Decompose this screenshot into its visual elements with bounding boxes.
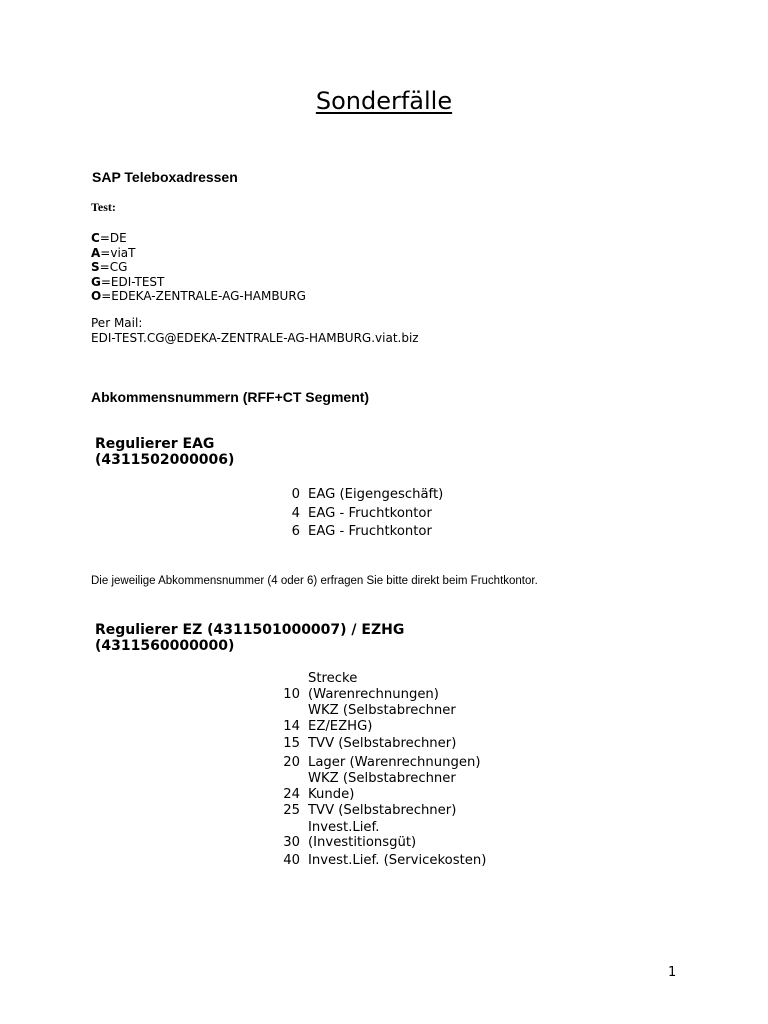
x400-row-o — [91, 289, 306, 304]
code-row — [270, 853, 508, 869]
x400-key: S — [91, 260, 100, 274]
eag-code-list — [270, 487, 508, 540]
code-number: 30 — [283, 835, 300, 850]
eag-heading-line2: (4311502000006) — [95, 452, 235, 468]
x400-row-a — [91, 246, 306, 261]
code-text: EAG - Fruchtkontor — [308, 524, 432, 539]
page-number: 1 — [668, 965, 677, 980]
code-number: 40 — [283, 852, 300, 868]
x400-key: G — [91, 274, 101, 289]
code-text: EAG - Fruchtkontor — [308, 505, 432, 521]
eag-heading — [95, 436, 234, 468]
ez-heading-line2: (4311560000000) — [95, 638, 235, 654]
ez-heading-line1: Regulierer EZ (4311501000007) / EZHG — [95, 622, 405, 638]
x400-value: =DE — [99, 231, 127, 245]
x400-row-s — [91, 260, 306, 275]
code-number: 24 — [283, 786, 300, 802]
code-text: Invest.Lief. (Servicekosten) — [308, 852, 487, 868]
code-text: TVV (Selbstabrechner) — [308, 803, 457, 818]
code-row — [270, 671, 508, 702]
x400-value: =EDI-TEST — [100, 274, 165, 289]
x400-key: A — [91, 245, 101, 260]
code-row — [270, 771, 508, 802]
mail-label: Per Mail: — [91, 316, 143, 330]
ez-code-list — [270, 671, 508, 868]
page-title: Sonderfälle — [315, 87, 453, 115]
x400-value: =EDEKA-ZENTRALE-AG-HAMBURG — [101, 289, 306, 303]
mail-address: EDI-TEST.CG@EDEKA-ZENTRALE-AG-HAMBURG.viat.biz — [91, 331, 419, 345]
code-row — [270, 506, 508, 522]
x400-row-c — [91, 231, 306, 246]
ez-heading — [95, 622, 404, 654]
code-row — [270, 487, 508, 503]
x400-row-g — [91, 275, 306, 290]
x400-key: O — [91, 289, 102, 303]
code-row — [270, 755, 508, 771]
code-text: Lager (Warenrechnungen) — [308, 754, 481, 770]
code-number: 15 — [283, 736, 300, 751]
sap-section-heading: SAP Teleboxadressen — [92, 169, 238, 185]
code-text: Strecke (Warenrechnungen) — [308, 671, 439, 702]
code-row — [270, 803, 508, 819]
code-text: WKZ (Selbstabrechner EZ/EZHG) — [308, 703, 456, 734]
code-number: 10 — [283, 686, 300, 702]
mail-block — [91, 316, 419, 346]
code-row — [270, 524, 508, 540]
x400-key: C — [91, 231, 100, 245]
code-row — [270, 703, 508, 734]
x400-value: =viaT — [100, 245, 136, 260]
code-number: 14 — [283, 718, 300, 734]
code-number: 6 — [291, 524, 300, 539]
eag-heading-line1: Regulierer EAG — [95, 436, 215, 452]
code-number: 20 — [283, 754, 300, 770]
code-text: Invest.Lief. (Investitionsgüt) — [308, 819, 417, 850]
x400-address-list — [91, 231, 306, 304]
code-text: EAG (Eigengeschäft) — [308, 487, 444, 502]
test-label: Test: — [91, 200, 116, 214]
x400-value: =CG — [99, 260, 128, 274]
code-row — [270, 736, 508, 752]
code-row — [270, 820, 508, 851]
code-number: 4 — [291, 505, 300, 521]
code-number: 0 — [291, 487, 300, 502]
code-text: TVV (Selbstabrechner) — [308, 736, 457, 751]
agreement-note: Die jeweilige Abkommensnummer (4 oder 6) erfragen Sie bitte direkt beim Fruchtkontor. — [91, 575, 538, 587]
code-number: 25 — [283, 803, 300, 818]
code-text: WKZ (Selbstabrechner Kunde) — [308, 771, 456, 802]
agreement-section-heading: Abkommensnummern (RFF+CT Segment) — [91, 389, 370, 405]
